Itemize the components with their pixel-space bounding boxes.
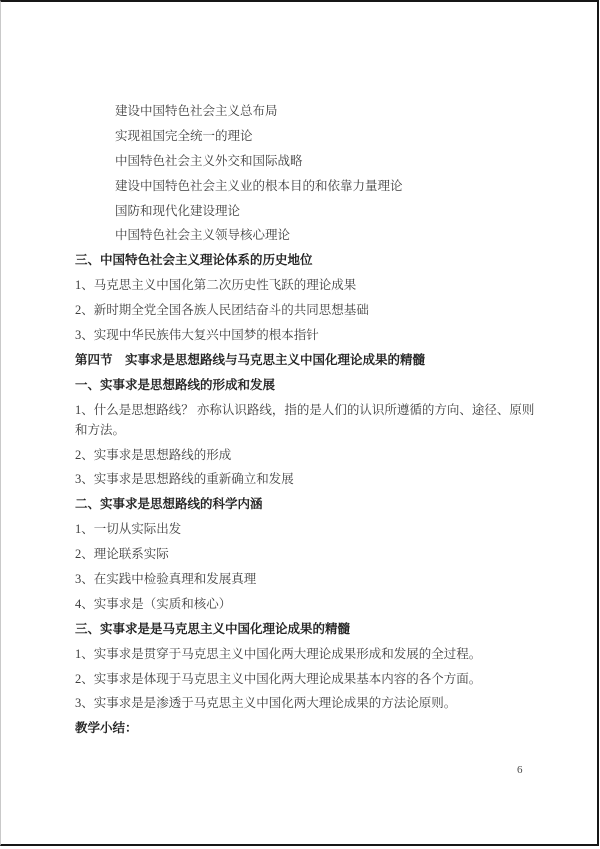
document-page — [75, 101, 537, 743]
outline-item: 4、实事求是（实质和核心） — [75, 596, 232, 611]
outline-sub-item: 中国特色社会主义外交和国际战略 — [115, 153, 303, 168]
outline-sub-item: 建设中国特色社会主义业的根本目的和依靠力量理论 — [115, 178, 403, 193]
summary-heading: 教学小结： — [75, 721, 138, 736]
outline-item: 1、实事求是贯穿于马克思主义中国化两大理论成果形成和发展的全过程。 — [75, 646, 482, 661]
outline-item: 3、实现中华民族伟大复兴中国梦的根本指针 — [75, 328, 319, 343]
outline-sub-item: 建设中国特色社会主义总布局 — [115, 104, 278, 118]
section-heading: 一、实事求是思想路线的形成和发展 — [75, 377, 276, 392]
outline-sub-item: 实现祖国完全统一的理论 — [115, 128, 253, 143]
outline-item: 2、实事求是思想路线的形成 — [75, 447, 232, 462]
section-heading: 三、中国特色社会主义理论体系的历史地位 — [75, 253, 313, 268]
outline-sub-item: 国防和现代化建设理论 — [115, 203, 241, 218]
outline-sub-item: 中国特色社会主义领导核心理论 — [115, 228, 291, 243]
outline-item: 3、在实践中检验真理和发展真理 — [75, 572, 257, 587]
outline-item: 1、什么是思想路线？ 亦称认识路线，指的是人们的认识所遵循的方向、途径、原则和方法。 — [75, 402, 535, 437]
outline-item: 1、马克思主义中国化第二次历史性飞跃的理论成果 — [75, 278, 357, 293]
outline-item: 1、一切从实际出发 — [75, 522, 182, 537]
page-number: 6 — [517, 764, 523, 776]
outline-item: 2、理论联系实际 — [75, 547, 169, 562]
outline-item: 3、实事求是思想路线的重新确立和发展 — [75, 472, 294, 487]
outline-item: 2、新时期全党全国各族人民团结奋斗的共同思想基础 — [75, 303, 369, 318]
section-heading: 二、实事求是思想路线的科学内涵 — [75, 497, 263, 512]
outline-item: 2、实事求是体现于马克思主义中国化两大理论成果基本内容的各个方面。 — [75, 671, 482, 686]
section-heading: 三、实事求是是马克思主义中国化理论成果的精髓 — [75, 621, 351, 636]
chapter-heading: 第四节 实事求是思想路线与马克思主义中国化理论成果的精髓 — [75, 352, 426, 367]
outline-item: 3、实事求是是渗透于马克思主义中国化两大理论成果的方法论原则。 — [75, 696, 457, 711]
